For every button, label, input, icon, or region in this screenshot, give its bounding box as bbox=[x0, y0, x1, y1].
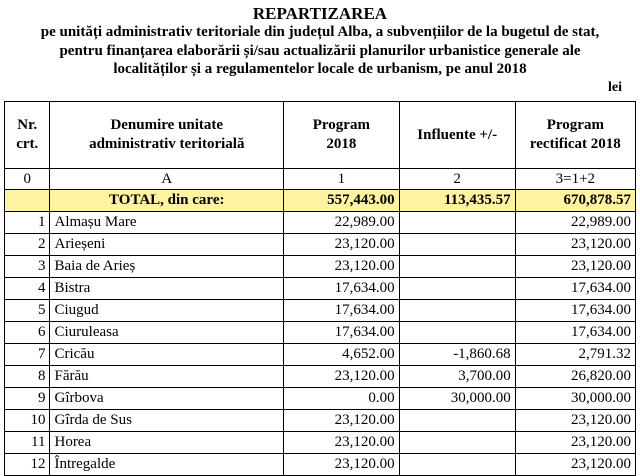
row-influente bbox=[399, 454, 515, 476]
table-row bbox=[5, 344, 636, 366]
header-rectificat: Program rectificat 2018 bbox=[515, 102, 635, 169]
row-influente: -1,860.68 bbox=[399, 344, 515, 366]
document-title: REPARTIZAREA bbox=[252, 4, 388, 23]
row-influente bbox=[399, 212, 515, 234]
row-nr: 4 bbox=[5, 278, 50, 300]
row-influente: 3,700.00 bbox=[399, 366, 515, 388]
row-influente bbox=[399, 410, 515, 432]
header-influente: Influente +/- bbox=[399, 102, 515, 169]
table-row bbox=[5, 454, 636, 476]
header-program: Program 2018 bbox=[284, 102, 400, 169]
row-name: Gîrda de Sus bbox=[50, 410, 284, 432]
row-influente bbox=[399, 234, 515, 256]
index-cell: 3=1+2 bbox=[515, 169, 635, 190]
row-name: Almașu Mare bbox=[50, 212, 284, 234]
row-nr: 1 bbox=[5, 212, 50, 234]
row-rectificat: 23,120.00 bbox=[515, 454, 635, 476]
subtitle-line: pentru finanțarea elaborării și/sau actualizării planurilor urbanistice generale ale bbox=[59, 42, 581, 59]
header-name: Denumire unitate administrativ teritorială bbox=[50, 102, 284, 169]
table-row bbox=[5, 432, 636, 454]
table-row bbox=[5, 278, 636, 300]
row-rectificat: 23,120.00 bbox=[515, 432, 635, 454]
row-name: Întregalde bbox=[50, 454, 284, 476]
index-row bbox=[5, 169, 636, 190]
row-influente: 30,000.00 bbox=[399, 388, 515, 410]
row-name: Ciuruleasa bbox=[50, 322, 284, 344]
row-name: Fărău bbox=[50, 366, 284, 388]
row-rectificat: 23,120.00 bbox=[515, 256, 635, 278]
row-nr: 8 bbox=[5, 366, 50, 388]
row-influente bbox=[399, 300, 515, 322]
row-program: 4,652.00 bbox=[284, 344, 400, 366]
row-name: Bistra bbox=[50, 278, 284, 300]
table-row bbox=[5, 300, 636, 322]
row-rectificat: 30,000.00 bbox=[515, 388, 635, 410]
table-row bbox=[5, 410, 636, 432]
total-influente: 113,435.57 bbox=[399, 190, 515, 212]
row-rectificat: 17,634.00 bbox=[515, 278, 635, 300]
row-influente bbox=[399, 278, 515, 300]
row-nr: 12 bbox=[5, 454, 50, 476]
subtitle-line: pe unități administrativ teritoriale din județul Alba, a subvențiilor de la bugetul de stat, bbox=[40, 24, 600, 40]
row-nr: 5 bbox=[5, 300, 50, 322]
total-row bbox=[5, 190, 636, 212]
index-cell: 1 bbox=[284, 169, 400, 190]
table-header-row bbox=[5, 102, 636, 169]
row-name: Horea bbox=[50, 432, 284, 454]
row-program: 22,989.00 bbox=[284, 212, 400, 234]
row-nr: 2 bbox=[5, 234, 50, 256]
total-nr bbox=[5, 190, 50, 212]
table-row bbox=[5, 256, 636, 278]
index-cell: A bbox=[50, 169, 284, 190]
row-rectificat: 17,634.00 bbox=[515, 300, 635, 322]
row-name: Ciugud bbox=[50, 300, 284, 322]
currency-unit: lei bbox=[608, 79, 622, 95]
row-rectificat: 2,791.32 bbox=[515, 344, 635, 366]
table-row bbox=[5, 212, 636, 234]
row-influente bbox=[399, 322, 515, 344]
row-program: 23,120.00 bbox=[284, 234, 400, 256]
total-rectificat: 670,878.57 bbox=[515, 190, 635, 212]
index-cell: 0 bbox=[5, 169, 50, 190]
allocation-table bbox=[4, 101, 636, 476]
table-row bbox=[5, 322, 636, 344]
row-influente bbox=[399, 432, 515, 454]
row-name: Gîrbova bbox=[50, 388, 284, 410]
row-rectificat: 23,120.00 bbox=[515, 234, 635, 256]
row-nr: 6 bbox=[5, 322, 50, 344]
row-program: 17,634.00 bbox=[284, 300, 400, 322]
table-row bbox=[5, 366, 636, 388]
table-row bbox=[5, 388, 636, 410]
row-program: 17,634.00 bbox=[284, 322, 400, 344]
row-program: 23,120.00 bbox=[284, 432, 400, 454]
row-program: 23,120.00 bbox=[284, 256, 400, 278]
row-rectificat: 17,634.00 bbox=[515, 322, 635, 344]
row-rectificat: 22,989.00 bbox=[515, 212, 635, 234]
document-subtitle bbox=[0, 23, 640, 79]
row-influente bbox=[399, 256, 515, 278]
row-name: Arieșeni bbox=[50, 234, 284, 256]
row-nr: 10 bbox=[5, 410, 50, 432]
row-program: 17,634.00 bbox=[284, 278, 400, 300]
row-nr: 11 bbox=[5, 432, 50, 454]
row-nr: 7 bbox=[5, 344, 50, 366]
row-name: Cricău bbox=[50, 344, 284, 366]
subtitle-line: localităților și a regulamentelor locale de urbanism, pe anul 2018 bbox=[113, 61, 527, 77]
row-program: 23,120.00 bbox=[284, 366, 400, 388]
row-program: 0.00 bbox=[284, 388, 400, 410]
row-nr: 9 bbox=[5, 388, 50, 410]
row-nr: 3 bbox=[5, 256, 50, 278]
header-nr: Nr. crt. bbox=[5, 102, 50, 169]
row-program: 23,120.00 bbox=[284, 410, 400, 432]
total-label: TOTAL, din care: bbox=[50, 190, 284, 212]
table-row bbox=[5, 234, 636, 256]
total-program: 557,443.00 bbox=[284, 190, 400, 212]
index-cell: 2 bbox=[399, 169, 515, 190]
row-rectificat: 26,820.00 bbox=[515, 366, 635, 388]
row-program: 23,120.00 bbox=[284, 454, 400, 476]
row-rectificat: 23,120.00 bbox=[515, 410, 635, 432]
row-name: Baia de Arieș bbox=[50, 256, 284, 278]
